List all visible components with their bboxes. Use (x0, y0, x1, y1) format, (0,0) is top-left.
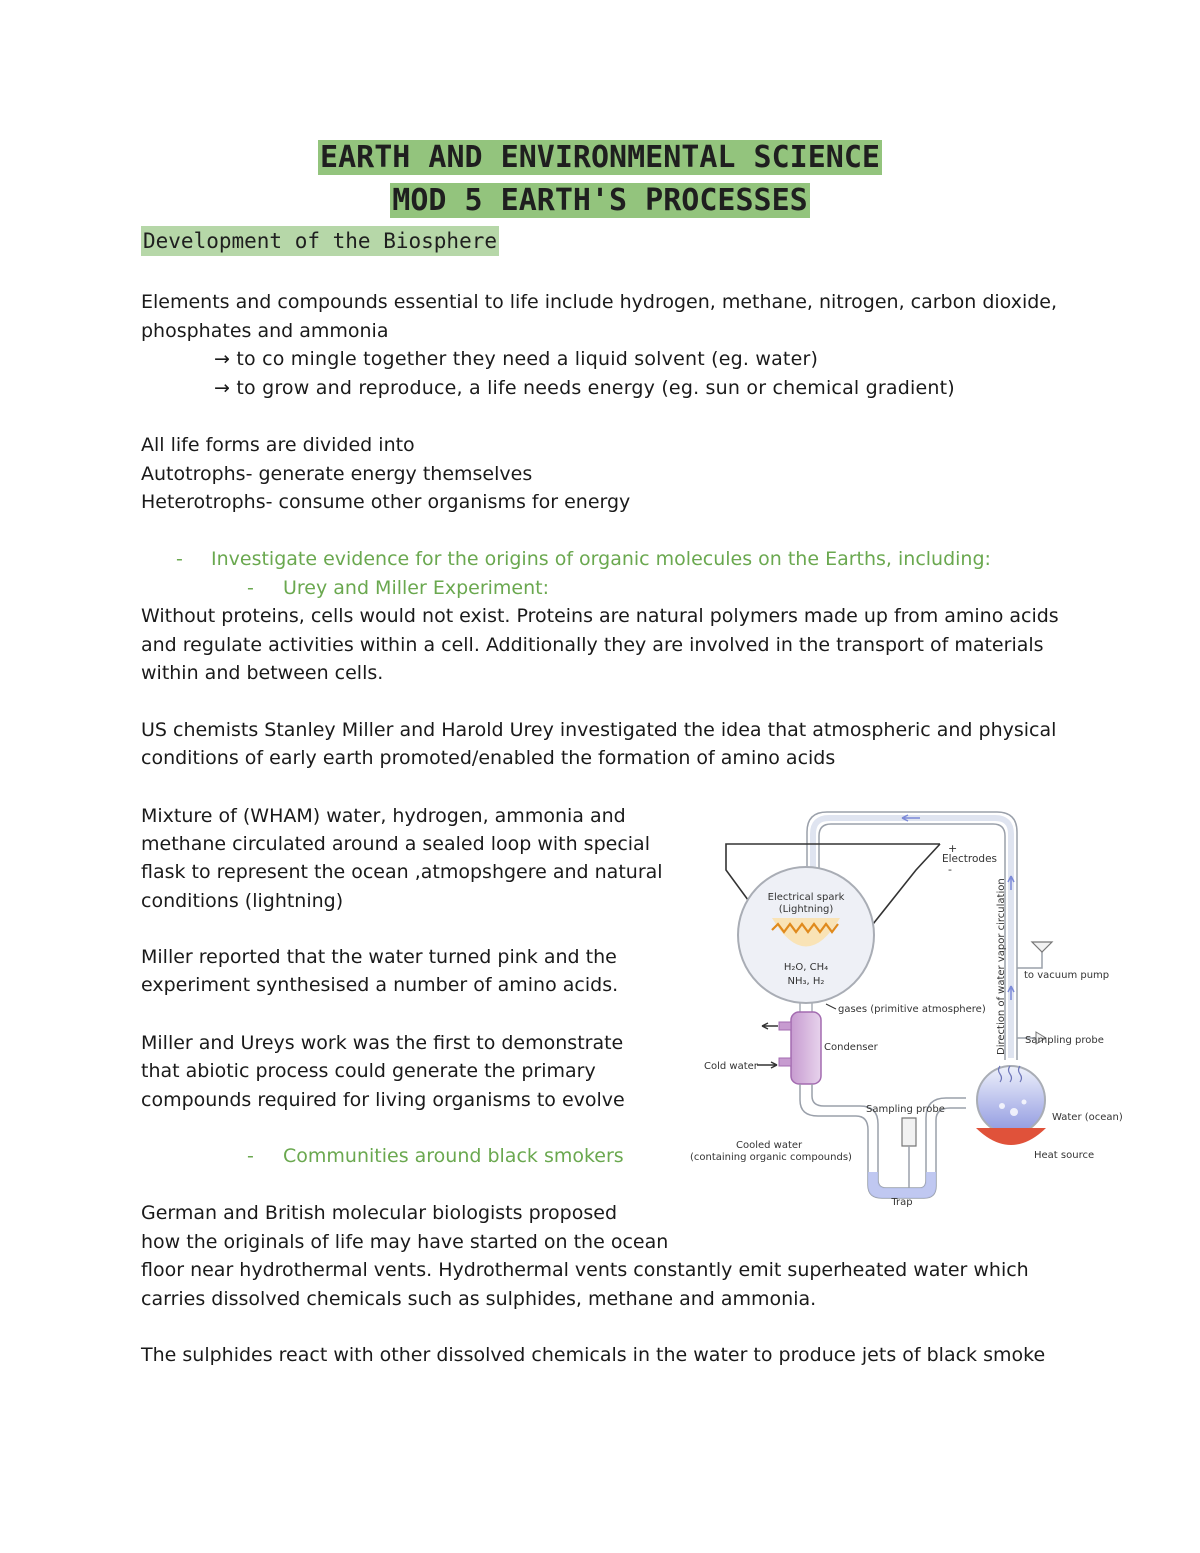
bullet-dash: - (247, 577, 254, 599)
minus-sign: - (948, 863, 952, 876)
autotrophs-line: Autotrophs- generate energy themselves (141, 463, 533, 485)
us-chemists-line-2: conditions of early earth promoted/enabled the formation of amino acids (141, 747, 836, 769)
bullet-investigate: Investigate evidence for the origins of organic molecules on the Earths, including: (211, 548, 991, 570)
german-line-1: German and British molecular biologists proposed (141, 1202, 618, 1224)
proteins-line-1: Without proteins, cells would not exist. Proteins are natural polymers made up from amino acids (141, 605, 1059, 627)
condenser-label: Condenser (824, 1042, 878, 1053)
gases-pointer (826, 1004, 836, 1009)
condenser-outlet (779, 1022, 791, 1030)
miller-urey-diagram (680, 800, 1130, 1220)
work-line-1: Miller and Ureys work was the first to demonstrate (141, 1032, 624, 1054)
condenser (791, 1012, 821, 1084)
german-line-3: floor near hydrothermal vents. Hydrothermal vents constantly emit superheated water which (141, 1259, 1029, 1281)
mixture-line-4: conditions (lightning) (141, 890, 344, 912)
cooled-water-label-2: (containing organic compounds) (690, 1152, 852, 1163)
spark-label-2: (Lightning) (778, 904, 834, 915)
section-heading: Development of the Biosphere (141, 226, 499, 256)
mixture-line-1: Mixture of (WHAM) water, hydrogen, ammonia and (141, 805, 626, 827)
cold-water-arrow (757, 1062, 777, 1068)
gases-label: gases (primitive atmosphere) (838, 1004, 986, 1015)
trap-label: Trap (891, 1197, 913, 1208)
pink-line-2: experiment synthesised a number of amino acids. (141, 974, 619, 996)
german-line-4: carries dissolved chemicals such as sulphides, methane and ammonia. (141, 1288, 817, 1310)
sulphides-line: The sulphides react with other dissolved chemicals in the water to produce jets of black smoke (141, 1344, 1046, 1366)
work-line-2: that abiotic process could generate the primary (141, 1060, 596, 1082)
title-line-2 (0, 182, 1200, 220)
module-title: MOD 5 EARTH'S PROCESSES (392, 183, 808, 218)
gases-formula-1: H₂O, CH₄ (783, 962, 829, 973)
document-title: EARTH AND ENVIRONMENTAL SCIENCE (320, 140, 880, 175)
german-line-2: how the originals of life may have started on the ocean (141, 1231, 669, 1253)
pink-line-1: Miller reported that the water turned pink and the (141, 946, 617, 968)
bullet-black-smokers: Communities around black smokers (283, 1145, 624, 1167)
work-line-3: compounds required for living organisms to evolve (141, 1089, 625, 1111)
lower-tubing (800, 1084, 966, 1198)
heat-source (976, 1128, 1046, 1145)
bubble (999, 1103, 1005, 1109)
vacuum-valve (1032, 942, 1052, 952)
lifeforms-intro: All life forms are divided into (141, 434, 415, 456)
sampling-probe-right-label: Sampling probe (1025, 1035, 1104, 1046)
heterotrophs-line: Heterotrophs- consume other organisms for energy (141, 491, 631, 513)
sampling-probe-bottom-label: Sampling probe (866, 1104, 945, 1115)
arrow-point-solvent: → to co mingle together they need a liquid solvent (eg. water) (214, 348, 819, 370)
condenser-inlet (779, 1058, 791, 1066)
proteins-line-2: and regulate activities within a cell. Additionally they are involved in the transport of materials (141, 634, 1044, 656)
mixture-line-3: flask to represent the ocean ,atmopshgere and natural (141, 861, 663, 883)
gases-formula-2: NH₃, H₂ (787, 976, 825, 987)
water-ocean-label: Water (ocean) (1052, 1112, 1123, 1123)
vacuum-branch (1017, 950, 1042, 968)
bubble (1022, 1100, 1027, 1105)
bubble (1010, 1108, 1018, 1116)
plus-sign: + (948, 842, 958, 855)
cold-water-label: Cold water (704, 1061, 758, 1072)
bullet-urey-miller: Urey and Miller Experiment: (283, 577, 550, 599)
cooled-water-label-1: Cooled water (736, 1140, 803, 1151)
spark-label-1: Electrical spark (767, 892, 845, 903)
bullet-dash: - (247, 1145, 254, 1167)
mixture-line-2: methane circulated around a sealed loop with special (141, 833, 650, 855)
us-chemists-line-1: US chemists Stanley Miller and Harold Urey investigated the idea that atmospheric and physical (141, 719, 1057, 741)
proteins-line-3: within and between cells. (141, 662, 384, 684)
paragraph-elements-2: phosphates and ammonia (141, 320, 389, 342)
paragraph-elements-1: Elements and compounds essential to life include hydrogen, methane, nitrogen, carbon dioxide, (141, 291, 1058, 313)
electrodes-label: Electrodes (942, 853, 998, 865)
bullet-dash: - (176, 548, 183, 570)
heat-source-label: Heat source (1034, 1150, 1095, 1161)
title-line-1 (0, 139, 1200, 177)
vacuum-pump-label: to vacuum pump (1024, 970, 1110, 981)
direction-label: Direction of water vapor circulation (996, 878, 1007, 1055)
outflow-arrow (762, 1023, 778, 1029)
bottom-probe (902, 1118, 916, 1146)
arrow-point-energy: → to grow and reproduce, a life needs energy (eg. sun or chemical gradient) (214, 377, 955, 399)
